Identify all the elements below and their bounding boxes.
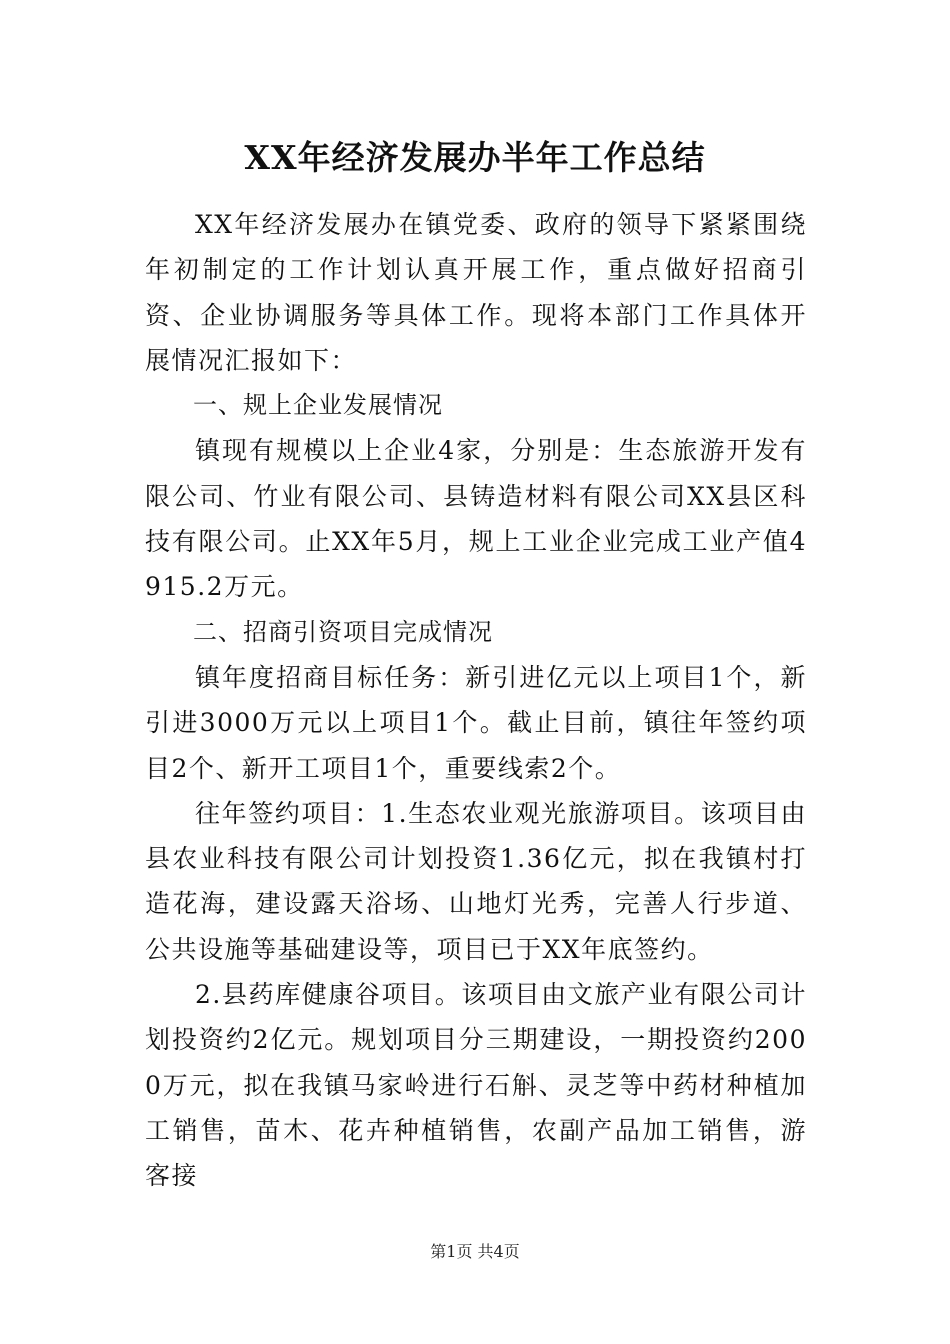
section-2-paragraph-2: 往年签约项目：1.生态农业观光旅游项目。该项目由县农业科技有限公司计划投资1.36亿元，拟在我镇村打造花海，建设露天浴场、山地灯光秀，完善人行步道、公共设施等基础建设等，项目已于XX年底签约。 <box>145 798 807 964</box>
section-heading-1: 一、规上企业发展情况 <box>193 391 443 420</box>
document-title: XX年经济发展办半年工作总结 <box>244 138 706 177</box>
section-2-paragraph-1: 镇年度招商目标任务：新引进亿元以上项目1个，新引进3000万元以上项目1个。截止目前，镇往年签约项目2个、新开工项目1个，重要线索2个。 <box>145 662 807 783</box>
intro-paragraph: XX年经济发展办在镇党委、政府的领导下紧紧围绕年初制定的工作计划认真开展工作，重点做好招商引资、企业协调服务等具体工作。现将本部门工作具体开展情况汇报如下： <box>145 210 807 375</box>
section-1-paragraph: 镇现有规模以上企业4家，分别是：生态旅游开发有限公司、竹业有限公司、县铸造材料有限公司XX县区科技有限公司。止XX年5月，规上工业企业完成工业产值4915.2万元。 <box>145 436 807 602</box>
section-2-paragraph-3: 2.县药库健康谷项目。该项目由文旅产业有限公司计划投资约2亿元。规划项目分三期建设，一期投资约2000万元，拟在我镇马家岭进行石斛、灵芝等中药材种植加工销售，苗木、花卉种植销售，农副产品加工销售，游客接 <box>145 980 807 1191</box>
page-number-footer: 第1页 共4页 <box>430 1242 520 1261</box>
section-heading-2: 二、招商引资项目完成情况 <box>193 617 493 646</box>
document-body <box>145 202 807 1199</box>
